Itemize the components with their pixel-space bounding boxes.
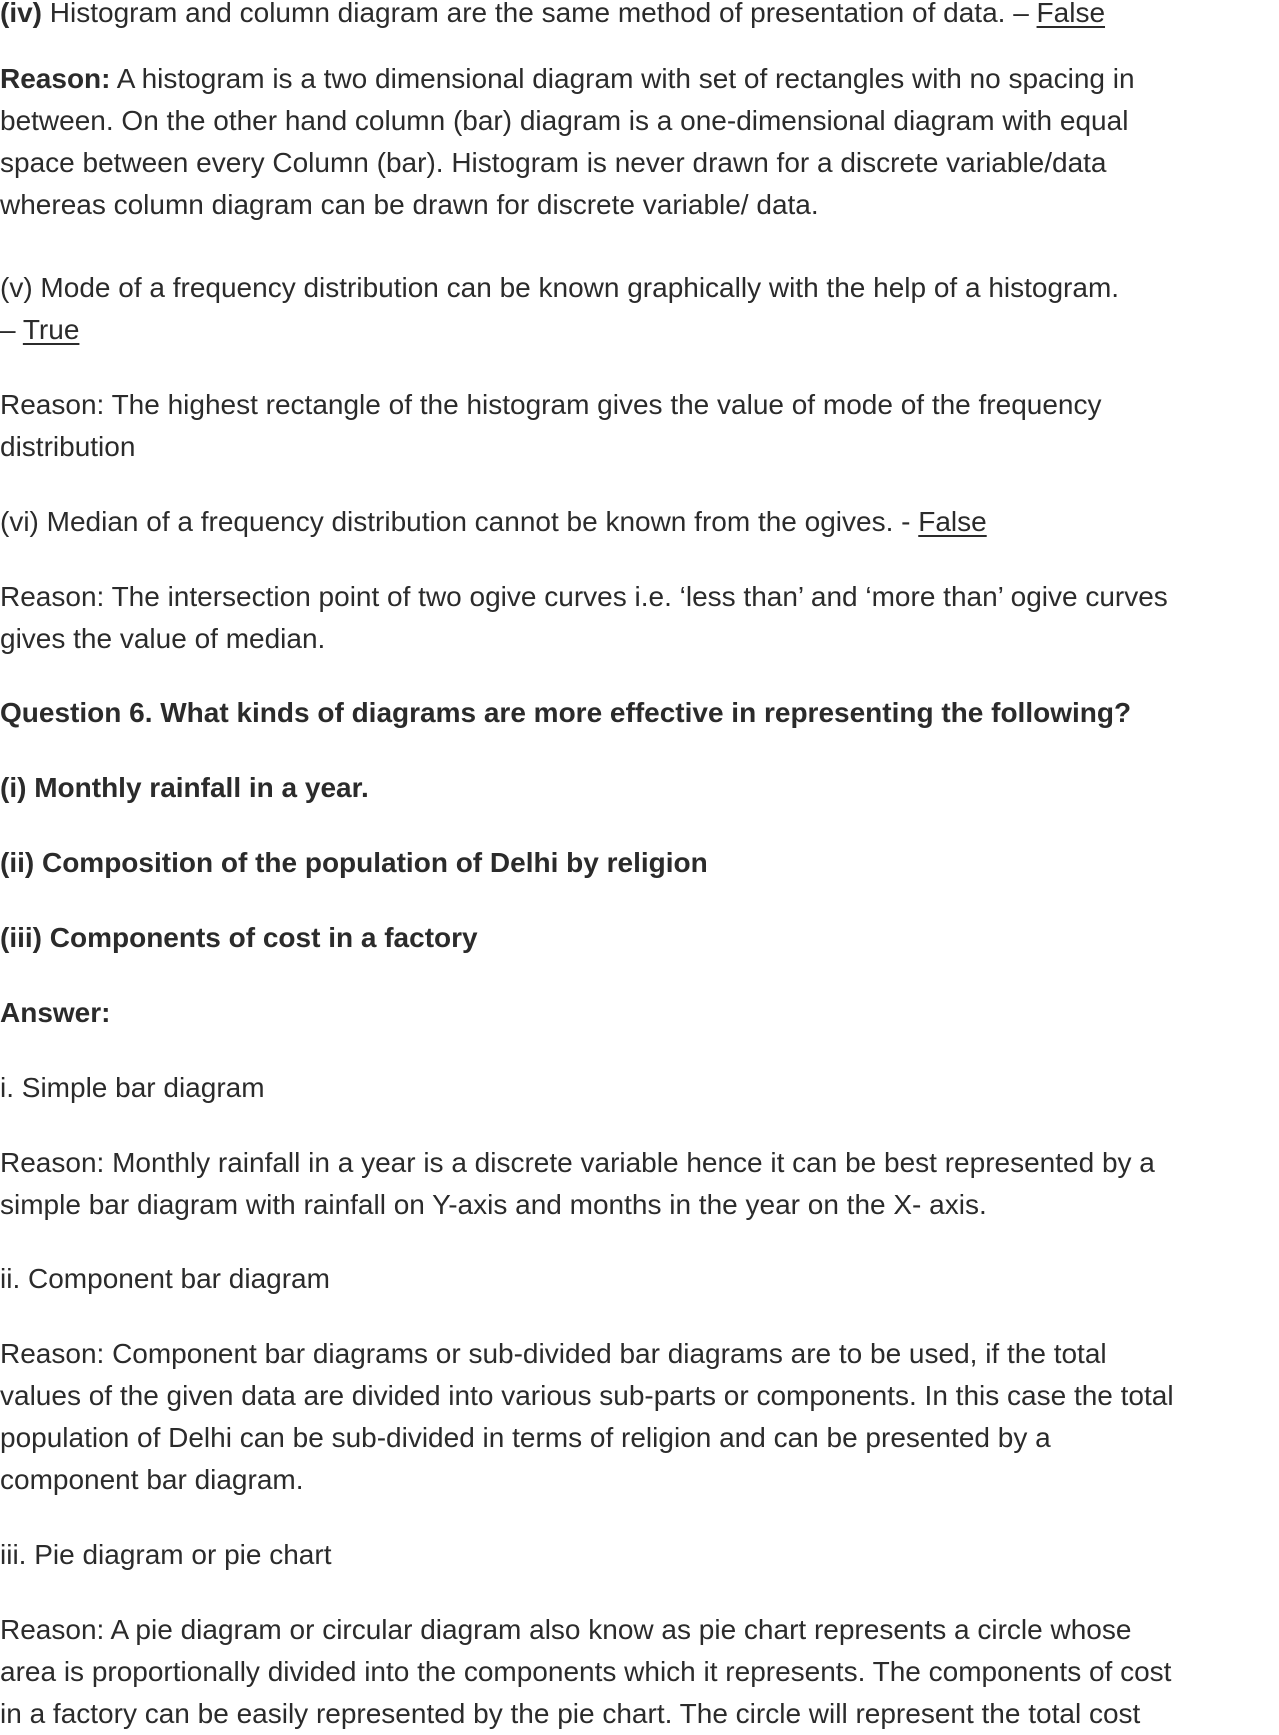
answer-ii-reason-line-3: population of Delhi can be sub-divided in terms of religion and can be presented by a (0, 1422, 1051, 1453)
statement-iv (0, 0, 1105, 34)
answer-iii-reason-line-2: area is proportionally divided into the components which it represents. The components of cost (0, 1656, 1172, 1687)
question-6-item-iii: (iii) Components of cost in a factory (0, 922, 478, 953)
statement-vi-text: (vi) Median of a frequency distribution cannot be known from the ogives. - (0, 506, 919, 537)
answer-ii-heading: ii. Component bar diagram (0, 1263, 330, 1294)
answer-ii-reason-line-2: values of the given data are divided into various sub-parts or components. In this case the total (0, 1380, 1174, 1411)
statement-vi-answer: False (918, 506, 987, 537)
answer-label: Answer: (0, 997, 111, 1028)
answer-iii-reason-line-3: in a factory can be easily represented by the pie chart. The circle will represent the total cost (0, 1698, 1141, 1729)
reason-iv-line-1 (0, 58, 1135, 100)
answer-iii-reason-line-1: Reason: A pie diagram or circular diagram also know as pie chart represents a circle whose (0, 1614, 1132, 1645)
statement-v-line-2 (0, 309, 79, 351)
question-6-title: Question 6. What kinds of diagrams are more effective in representing the following? (0, 697, 1132, 728)
reason-iv-label: Reason: (0, 63, 111, 94)
reason-vi-line-2: gives the value of median. (0, 623, 326, 654)
statement-v-dash: – (0, 314, 23, 345)
answer-i-reason-line-2: simple bar diagram with rainfall on Y-axis and months in the year on the X- axis. (0, 1189, 987, 1220)
reason-iv-line-3: space between every Column (bar). Histogram is never drawn for a discrete variable/data (0, 147, 1107, 178)
answer-iii-heading: iii. Pie diagram or pie chart (0, 1539, 332, 1570)
question-6-item-i: (i) Monthly rainfall in a year. (0, 772, 369, 803)
reason-iv-text-1: A histogram is a two dimensional diagram with set of rectangles with no spacing in (110, 63, 1135, 94)
reason-iv-line-2: between. On the other hand column (bar) diagram is a one-dimensional diagram with equal (0, 105, 1129, 136)
answer-i-reason-line-1: Reason: Monthly rainfall in a year is a discrete variable hence it can be best represented by a (0, 1147, 1155, 1178)
question-6-item-ii: (ii) Composition of the population of Delhi by religion (0, 847, 708, 878)
statement-vi (0, 501, 987, 543)
answer-ii-reason-line-1: Reason: Component bar diagrams or sub-divided bar diagrams are to be used, if the total (0, 1338, 1107, 1369)
reason-v-line-2: distribution (0, 431, 136, 462)
reason-vi-line-1: Reason: The intersection point of two ogive curves i.e. ‘less than’ and ‘more than’ ogive curves (0, 581, 1168, 612)
answer-ii-reason-line-4: component bar diagram. (0, 1464, 304, 1495)
statement-v-line-1: (v) Mode of a frequency distribution can be known graphically with the help of a histogram. (0, 272, 1120, 303)
statement-iv-label: (iv) (0, 0, 42, 28)
statement-iv-answer: False (1036, 0, 1106, 28)
answer-i-heading: i. Simple bar diagram (0, 1072, 265, 1103)
reason-iv-line-4: whereas column diagram can be drawn for discrete variable/ data. (0, 189, 819, 220)
statement-iv-text: Histogram and column diagram are the same method of presentation of data. – (42, 0, 1037, 28)
reason-v-line-1: Reason: The highest rectangle of the histogram gives the value of mode of the frequency (0, 389, 1102, 420)
statement-v-answer: True (22, 314, 80, 345)
